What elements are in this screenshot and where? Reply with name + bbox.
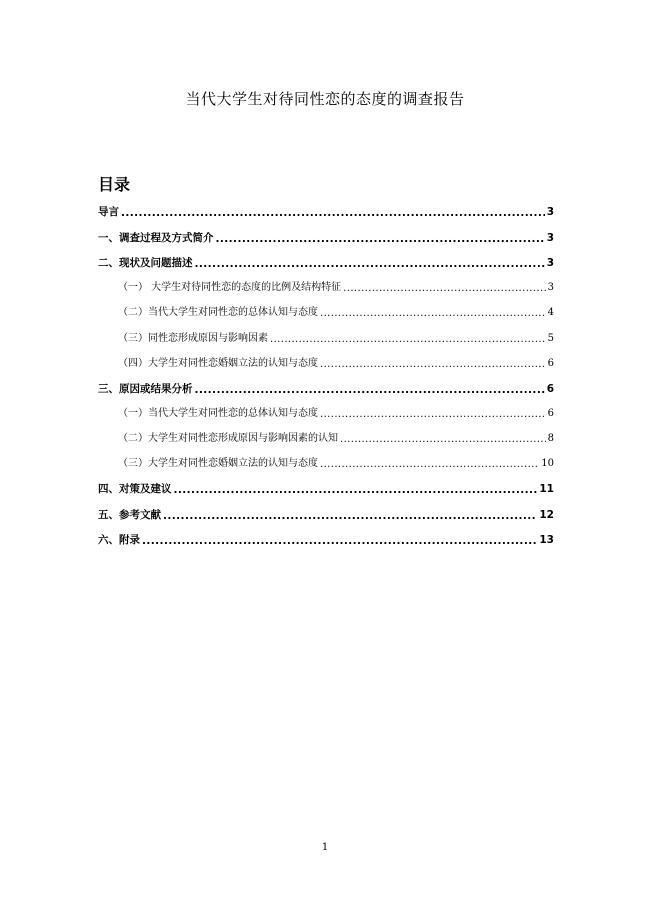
toc-leader-dots	[320, 460, 539, 470]
toc-entry-page: 3	[546, 231, 554, 244]
toc-leader-dots	[320, 410, 546, 420]
toc-leader-dots	[142, 536, 537, 547]
toc-entry-label: （三）大学生对同性恋婚姻立法的认知与态度	[118, 458, 318, 470]
document-title: 当代大学生对待同性恋的态度的调查报告	[185, 90, 465, 108]
toc-heading: 目录	[98, 175, 131, 194]
toc-leader-dots	[121, 208, 545, 219]
toc-entry-page: 4	[547, 307, 554, 319]
toc-entry-page: 11	[539, 483, 554, 496]
toc-entry-page: 3	[546, 206, 554, 219]
toc-entry-page: 5	[547, 332, 554, 344]
toc-leader-dots	[216, 234, 545, 245]
toc-leader-dots	[174, 485, 538, 496]
toc-leader-dots	[343, 284, 545, 294]
toc-entry[interactable]	[98, 477, 554, 502]
toc-entry-label: 五、参考文献	[98, 508, 161, 521]
toc-entry[interactable]	[98, 250, 554, 275]
toc-entry-label: （二）大学生对同性恋形成原因与影响因素的认知	[118, 433, 338, 445]
toc-entry-label: （四）大学生对同性恋婚姻立法的认知与态度	[118, 357, 318, 369]
toc-entry-label: 一、调查过程及方式简介	[98, 231, 214, 244]
page-number: 1	[321, 842, 329, 853]
toc-leader-dots	[340, 435, 546, 445]
toc-subentry[interactable]	[98, 351, 554, 376]
toc-entry-page: 6	[546, 382, 554, 395]
toc-leader-dots	[320, 309, 546, 319]
toc-leader-dots	[195, 259, 545, 270]
toc-leader-dots	[270, 335, 546, 345]
toc-entry[interactable]	[98, 200, 554, 225]
toc-entry-label: （三）同性恋形成原因与影响因素	[118, 332, 268, 344]
toc-leader-dots	[163, 511, 537, 522]
toc-entry-page: 6	[547, 408, 554, 420]
toc-leader-dots	[195, 385, 545, 396]
toc-entry-page: 6	[547, 357, 554, 369]
table-of-contents	[98, 200, 554, 553]
toc-entry-page: 3	[546, 256, 554, 269]
toc-subentry[interactable]	[98, 452, 554, 477]
toc-entry-page: 12	[539, 508, 554, 521]
toc-entry[interactable]	[98, 225, 554, 250]
toc-entry-label: 六、附录	[98, 533, 140, 546]
toc-entry-page: 8	[547, 433, 554, 445]
toc-entry-label: （二）当代大学生对同性恋的总体认知与态度	[118, 307, 318, 319]
toc-entry-page: 3	[547, 282, 554, 294]
toc-entry-label: （一）当代大学生对同性恋的总体认知与态度	[118, 408, 318, 420]
toc-subentry[interactable]	[98, 427, 554, 452]
toc-entry-page: 13	[539, 533, 554, 546]
toc-entry[interactable]	[98, 502, 554, 527]
toc-entry-label: 四、对策及建议	[98, 483, 172, 496]
toc-entry-label: 二、现状及问题描述	[98, 256, 193, 269]
toc-subentry[interactable]	[98, 402, 554, 427]
toc-entry[interactable]	[98, 527, 554, 552]
toc-subentry[interactable]	[98, 301, 554, 326]
toc-entry-page: 10	[541, 458, 554, 470]
toc-entry-label: （一） 大学生对待同性恋的态度的比例及结构特征	[118, 282, 342, 294]
toc-entry-label: 导言	[98, 206, 119, 219]
toc-entry-label: 三、原因或结果分析	[98, 382, 193, 395]
toc-subentry[interactable]	[98, 326, 554, 351]
toc-entry[interactable]	[98, 376, 554, 401]
toc-subentry[interactable]	[98, 276, 554, 301]
toc-leader-dots	[320, 360, 546, 370]
